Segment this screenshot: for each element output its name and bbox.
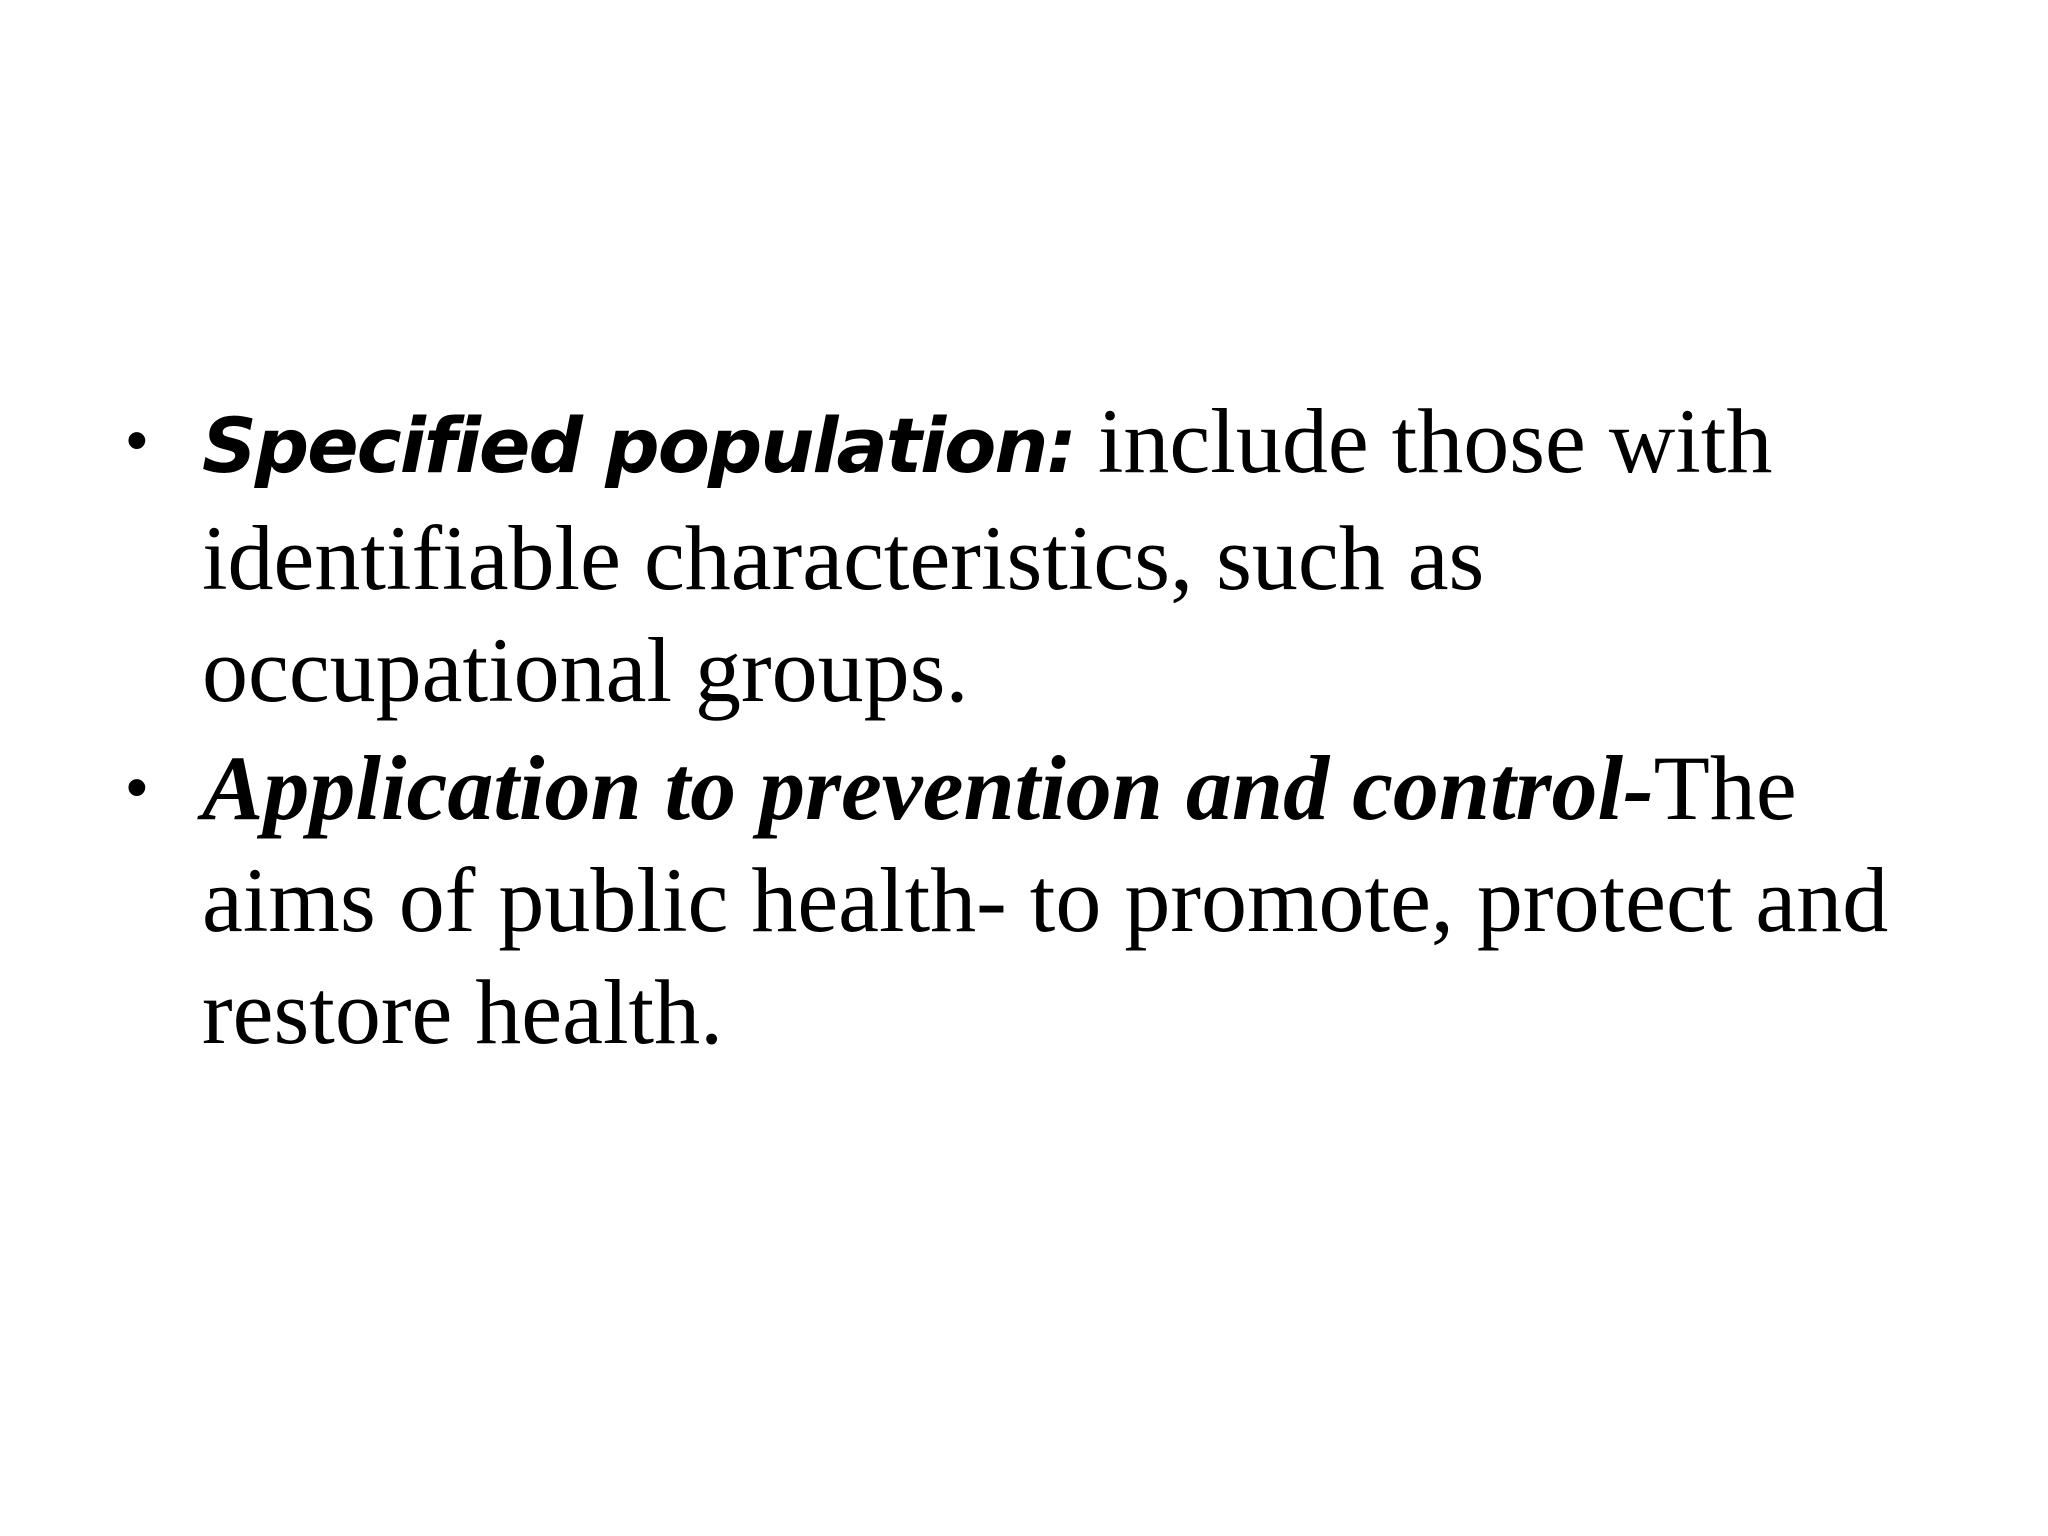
bullet-item-specified-population [118, 385, 1918, 726]
bullet-text: include those with identifiable characteristics, such as occupational groups. [202, 390, 1773, 721]
bullet-term: Application to prevention and control- [202, 737, 1654, 839]
bullet-term: Specified population: [202, 401, 1075, 490]
bullet-icon: • [126, 406, 148, 475]
bullet-item-application [118, 732, 1918, 1068]
bullet-list [118, 385, 1918, 1074]
bullet-icon: • [126, 753, 148, 822]
bullet-text: The aims of public health- to promote, protect and restore health. [202, 737, 1889, 1063]
